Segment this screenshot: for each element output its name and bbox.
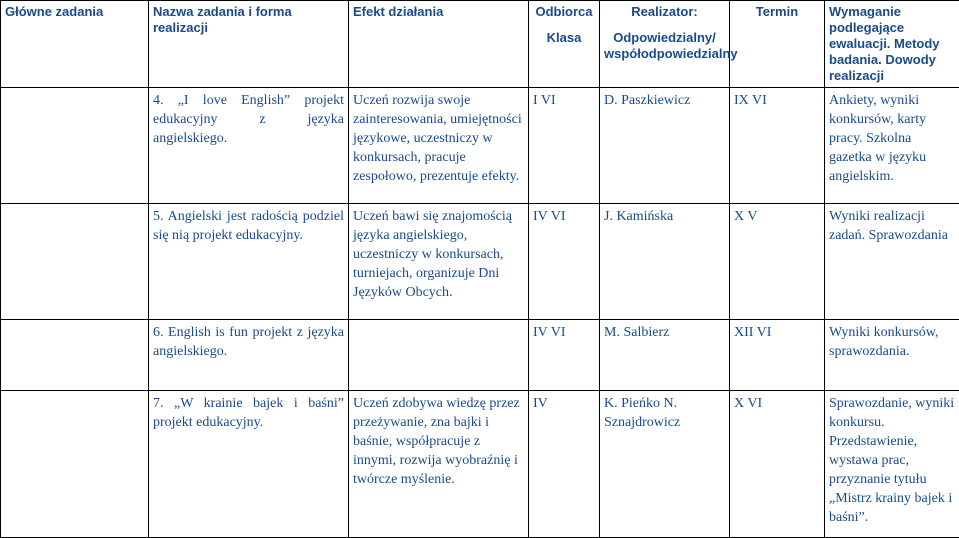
- cell-dowody: Sprawozdanie, wyniki konkursu. Przedstawienie, wystawa prac, przyznanie tytułu „Mistrz krainy bajek i baśni”.: [825, 391, 959, 538]
- header-efekt: Efekt działania: [349, 1, 529, 88]
- cell-nazwa: 5. Angielski jest radością podziel się nią projekt edukacyjny.: [149, 204, 349, 320]
- cell-termin: IX VI: [730, 88, 825, 204]
- cell-klasa: IV: [529, 391, 600, 538]
- cell-realizator: J. Kamińska: [600, 204, 730, 320]
- header-nazwa-zadania: Nazwa zadania i forma realizacji: [149, 1, 349, 88]
- cell-glowne-zadania: [1, 88, 149, 204]
- cell-dowody: Wyniki realizacji zadań. Sprawozdania: [825, 204, 959, 320]
- header-realizator: [600, 1, 730, 88]
- cell-nazwa: 6. English is fun projekt z języka angielskiego.: [149, 320, 349, 391]
- cell-efekt: [349, 320, 529, 391]
- table-row: [1, 320, 959, 391]
- cell-dowody: Ankiety, wyniki konkursów, karty pracy. Szkolna gazetka w języku angielskim.: [825, 88, 959, 204]
- cell-nazwa: 4. „I love English” projekt edukacyjny z języka angielskiego.: [149, 88, 349, 204]
- cell-dowody: Wyniki konkursów, sprawozdania.: [825, 320, 959, 391]
- cell-termin: X VI: [730, 391, 825, 538]
- table-row: [1, 204, 959, 320]
- cell-realizator: M. Salbierz: [600, 320, 730, 391]
- cell-klasa: IV VI: [529, 204, 600, 320]
- header-row: [1, 1, 959, 88]
- header-odpowiedzialny-label: Odpowiedzialny/ współodpowiedzialny: [604, 30, 725, 62]
- header-odbiorca: [529, 1, 600, 88]
- cell-realizator: K. Pieńko N. Sznajdrowicz: [600, 391, 730, 538]
- header-glowne-zadania: Główne zadania: [1, 1, 149, 88]
- cell-realizator: D. Paszkiewicz: [600, 88, 730, 204]
- cell-efekt: Uczeń rozwija swoje zainteresowania, umiejętności językowe, uczestniczy w konkursach, pracuje zespołowo, prezentuje efekty.: [349, 88, 529, 204]
- cell-glowne-zadania: [1, 204, 149, 320]
- cell-efekt: Uczeń zdobywa wiedzę przez przeżywanie, zna bajki i baśnie, współpracuje z innymi, rozwija wyobraźnię i twórcze myślenie.: [349, 391, 529, 538]
- cell-glowne-zadania: [1, 320, 149, 391]
- cell-nazwa: 7. „W krainie bajek i baśni” projekt edukacyjny.: [149, 391, 349, 538]
- cell-efekt: Uczeń bawi się znajomością języka angielskiego, uczestniczy w konkursach, turniejach, organizuje Dni Języków Obcych.: [349, 204, 529, 320]
- header-odbiorca-label: Odbiorca: [533, 4, 595, 20]
- table-row: [1, 88, 959, 204]
- cell-termin: XII VI: [730, 320, 825, 391]
- table-row: [1, 391, 959, 538]
- cell-termin: X V: [730, 204, 825, 320]
- header-realizator-label: Realizator:: [604, 4, 725, 20]
- header-wymaganie: Wymaganie podlegające ewaluacji. Metody badania. Dowody realizacji: [825, 1, 959, 88]
- cell-glowne-zadania: [1, 391, 149, 538]
- cell-klasa: I VI: [529, 88, 600, 204]
- cell-klasa: IV VI: [529, 320, 600, 391]
- header-termin: Termin: [730, 1, 825, 88]
- header-klasa-label: Klasa: [533, 30, 595, 46]
